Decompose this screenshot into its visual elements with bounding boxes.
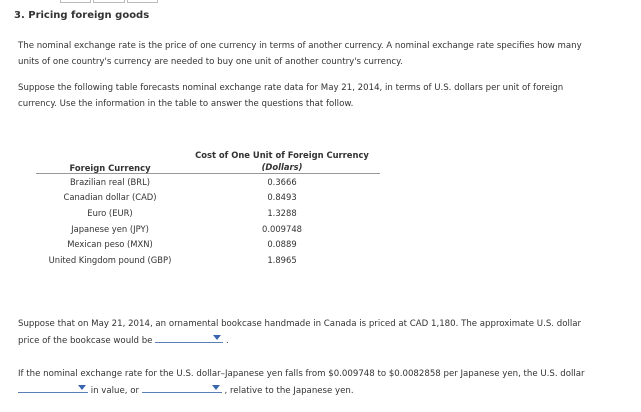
q2-line-2 [18, 382, 628, 399]
chevron-down-icon [212, 385, 220, 390]
currency-name-cell: Mexican peso (MXN) [67, 239, 153, 250]
dollar-value-change-dropdown[interactable] [18, 382, 88, 393]
table-intro-line-2: currency. Use the information in the table to answer the questions that follow. [18, 99, 354, 109]
currency-name-cell: Brazilian real (BRL) [69, 176, 151, 187]
header-cost [184, 145, 380, 174]
exchange-rate-table [36, 145, 380, 268]
header-cost-title: Cost of One Unit of Foreign Currency [195, 150, 369, 160]
question-1 [18, 316, 628, 349]
q2-line-1: If the nominal exchange rate for the U.S. dollar–Japanese yen falls from $0.009748 to $0.0082858 per Japanese yen, the U.S. dollar [18, 369, 585, 379]
currency-cost-cell: 0.009748 [262, 223, 302, 234]
q1-line-1: Suppose that on May 21, 2014, an ornamental bookcase handmade in Canada is priced at CAD 1,180. The approximate U.S. dollar [18, 319, 582, 329]
chevron-down-icon [213, 335, 221, 340]
q1-suffix: . [225, 336, 229, 346]
currency-cost-cell: 1.8965 [267, 254, 297, 265]
table-row [36, 236, 380, 252]
top-tab-stubs [60, 0, 160, 3]
header-cost-unit: (Dollars) [261, 162, 303, 172]
q2-middle: in value, or [90, 386, 140, 396]
table-row [36, 221, 380, 237]
currency-name-cell: Japanese yen (JPY) [71, 223, 149, 234]
question-title: 3. Pricing foreign goods [14, 10, 150, 21]
currency-cost-cell: 0.0889 [267, 239, 297, 250]
intro-line-1: The nominal exchange rate is the price of one currency in terms of another currency. A nominal exchange rate specifies how many [18, 41, 582, 51]
appreciation-dropdown[interactable] [142, 382, 222, 393]
q1-prefix: price of the bookcase would be [18, 336, 153, 346]
chevron-down-icon [78, 385, 86, 390]
intro-line-2: units of one country's currency are needed to buy one unit of another country's currency. [18, 57, 403, 67]
currency-name-cell: United Kingdom pound (GBP) [48, 254, 172, 265]
question-2 [18, 366, 628, 399]
currency-cost-cell: 0.8493 [267, 192, 297, 203]
table-row [36, 205, 380, 221]
table-row [36, 174, 380, 190]
bookcase-price-dropdown[interactable] [155, 332, 223, 343]
table-intro-line-1: Suppose the following table forecasts nominal exchange rate data for May 21, 2014, in terms of U.S. dollars per unit of foreign [18, 83, 564, 93]
table-row [36, 252, 380, 268]
header-foreign-currency: Foreign Currency [36, 145, 184, 174]
table-intro-paragraph [18, 80, 628, 112]
currency-cost-cell: 1.3288 [267, 207, 297, 218]
q2-suffix: , relative to the Japanese yen. [224, 386, 354, 396]
table-body [36, 174, 380, 268]
currency-cost-cell: 0.3666 [267, 176, 297, 187]
currency-name-cell: Canadian dollar (CAD) [63, 192, 157, 203]
q1-line-2 [18, 332, 628, 349]
intro-paragraph [18, 38, 628, 70]
table-row [36, 190, 380, 206]
currency-name-cell: Euro (EUR) [87, 207, 133, 218]
